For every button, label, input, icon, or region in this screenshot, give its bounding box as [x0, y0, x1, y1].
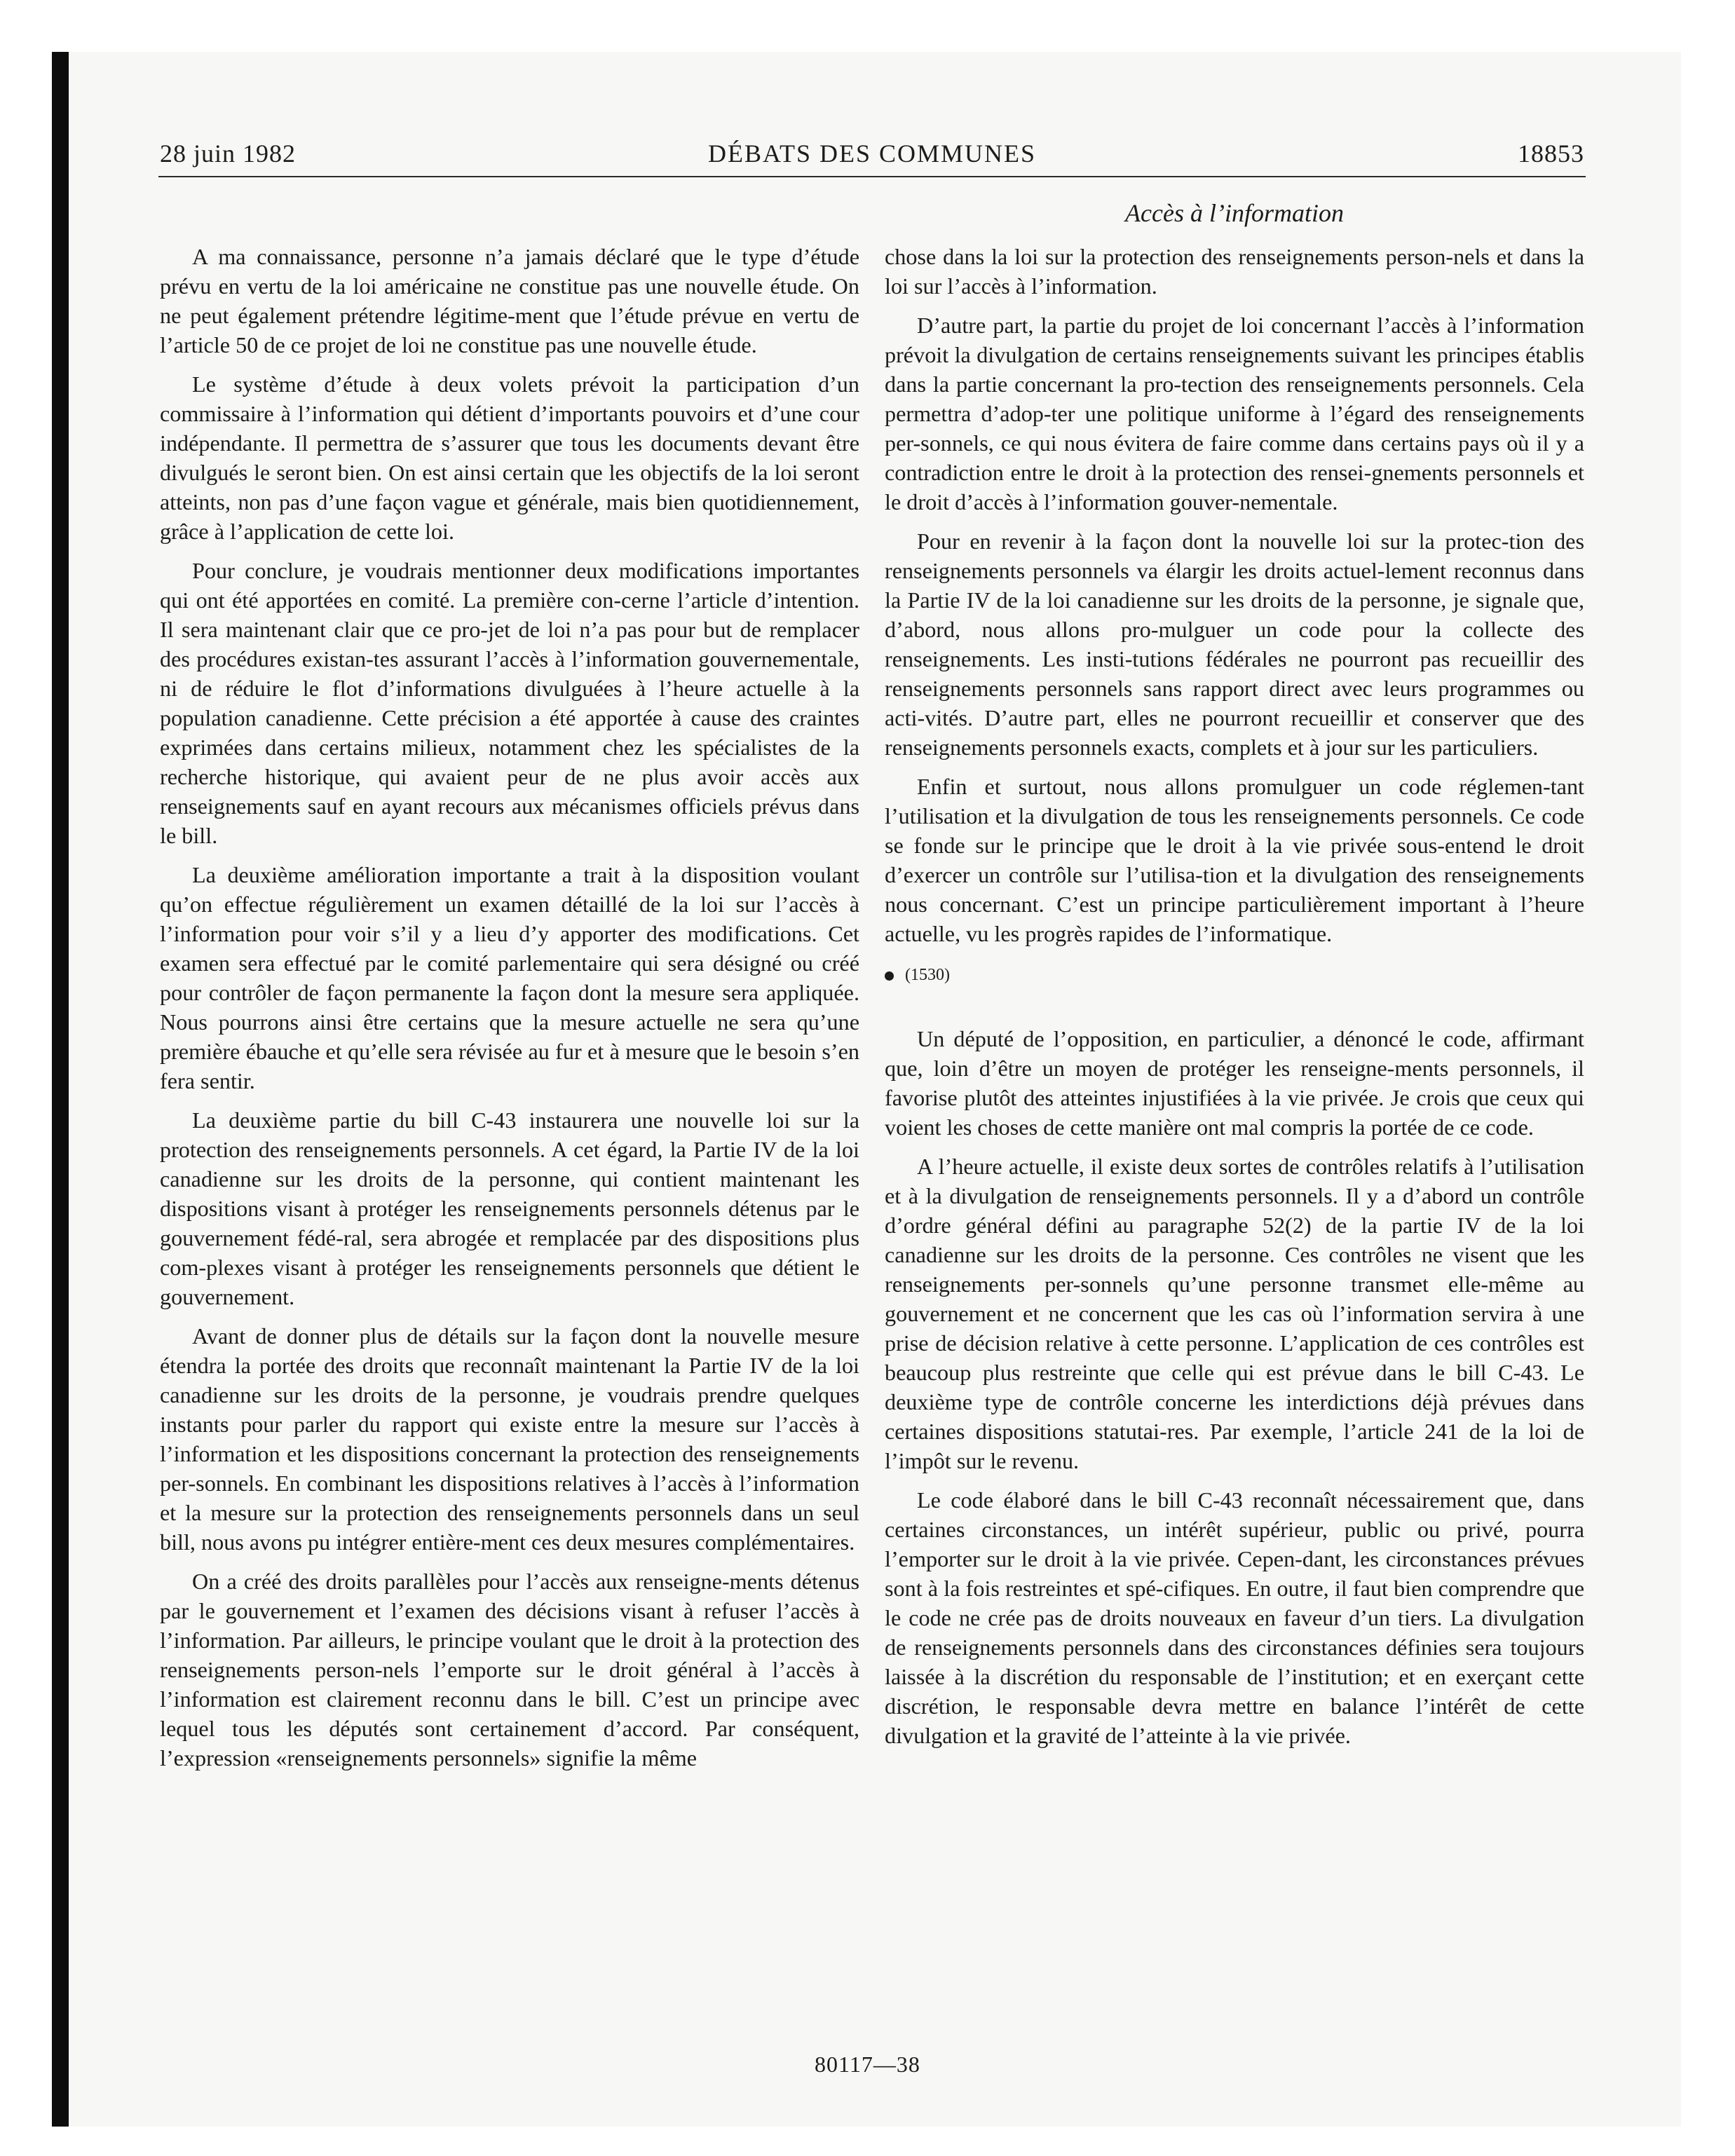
header-date: 28 juin 1982	[160, 139, 297, 168]
section-title: Accès à l’information	[1125, 199, 1344, 227]
paragraph: Un député de l’opposition, en particulier, a dénoncé le code, affirmant que, loin d’être un moyen de protéger les renseigne-ments personnels, il favorise plutôt des atteintes injustifiées à la vie privée. Je crois que ceux qui voient les choses de cette manière ont mal compris la portée de ce code.	[885, 1026, 1584, 1140]
time-marker-label: (1530)	[905, 966, 950, 984]
header-page-number: 18853	[1518, 139, 1584, 168]
paragraph: chose dans la loi sur la protection des renseignements person-nels et dans la loi sur l’accès à l’information.	[885, 244, 1584, 299]
left-column	[160, 242, 859, 1782]
paragraph: La deuxième amélioration importante a trait à la disposition voulant qu’on effectue régulièrement un examen détaillé de la loi sur l’accès à l’information pour voir s’il y a lieu d’y apporter des modifications. Cet examen sera effectué par le comité parlementaire qui sera désigné ou créé pour contrôler de façon permanente la façon dont la mesure sera appliquée. Nous pourrons ainsi être certains que la mesure actuelle ne sera qu’une première ébauche et qu’elle sera révisée au fur et à mesure que le besoin s’en fera sentir.	[160, 862, 859, 1093]
time-marker	[885, 961, 1584, 989]
paragraph: Le système d’étude à deux volets prévoit la participation d’un commissaire à l’information qui détient d’importants pouvoirs et d’une cour indépendante. Il permettra de s’assurer que tous les documents devant être divulgués le seront bien. On est ainsi certain que les objectifs de la loi seront atteints, non pas d’une façon vague et générale, mais bien quotidiennement, grâce à l’application de cette loi.	[160, 371, 859, 544]
paragraph: A ma connaissance, personne n’a jamais déclaré que le type d’étude prévu en vertu de la loi américaine ne constitue pas une nouvelle étude. On ne peut également prétendre légitime-ment que l’étude prévue en vertu de l’article 50 de ce projet de loi ne constitue pas une nouvelle étude.	[160, 244, 859, 357]
page-footer: 80117—38	[815, 2052, 920, 2077]
paragraph: La deuxième partie du bill C-43 instaurera une nouvelle loi sur la protection des renseignements personnels. A cet égard, la Partie IV de la loi canadienne sur les droits de la personne, qui contient maintenant les dispositions visant à protéger les renseignements personnels détenus par le gouvernement fédé-ral, sera abrogée et remplacée par des dispositions plus com-plexes visant à protéger les renseignements personnels que détient le gouvernement.	[160, 1107, 859, 1309]
scan-border	[52, 52, 69, 2127]
paragraph: A l’heure actuelle, il existe deux sortes de contrôles relatifs à l’utilisation et à la divulgation de renseignements personnels. Il y a d’abord un contrôle d’ordre général défini au paragraphe 52(2) de la partie IV de la loi canadienne sur les droits de la personne. Ces contrôles ne visent que les renseignements per-sonnels qu’une personne transmet elle-même au gouvernement et ne concernent que les cas où l’information servira à une prise de décision relative à cette personne. L’application de ces contrôles est beaucoup plus restreinte que celle qui est prévue dans le bill C-43. Le deuxième type de contrôle concerne les interdictions déjà prévues dans certaines dispositions statutai-res. Par exemple, l’article 241 de la loi de l’impôt sur le revenu.	[885, 1154, 1584, 1473]
page-header	[160, 139, 1584, 175]
paragraph: Avant de donner plus de détails sur la façon dont la nouvelle mesure étendra la portée des droits que reconnaît maintenant la Partie IV de la loi canadienne sur les droits de la personne, je voudrais prendre quelques instants pour parler du rapport qui existe entre la mesure sur l’accès à l’information et les dispositions concernant la protection des renseignements per-sonnels. En combinant les dispositions relatives à l’accès à l’information et la mesure sur la protection des renseignements personnels dans un seul bill, nous avons pu intégrer entière-ment ces deux mesures complémentaires.	[160, 1323, 859, 1555]
bullet-dot-icon	[885, 971, 894, 981]
paragraph: Pour conclure, je voudrais mentionner deux modifications importantes qui ont été apportées en comité. La première con-cerne l’article d’intention. Il sera maintenant clair que ce pro-jet de loi n’a pas pour but de remplacer des procédures existan-tes assurant l’accès à l’information gouvernementale, ni de réduire le flot d’informations divulguées à l’heure actuelle à la population canadienne. Cette précision a été apportée à cause des craintes exprimées dans certains milieux, notamment chez les spécialistes de la recherche historique, qui avaient peur de ne plus avoir accès aux renseignements sauf en ayant recours aux mécanismes officiels prévus dans le bill.	[160, 558, 859, 848]
paragraph: D’autre part, la partie du projet de loi concernant l’accès à l’information prévoit la divulgation de certains renseignements suivant les principes établis dans la partie concernant la pro-tection des renseignements personnels. Cela permettra d’adop-ter une politique uniforme à l’égard des renseignements per-sonnels, ce qui nous évitera de faire comme dans certains pays où il y a contradiction entre le droit à la protection des rensei-gnements personnels et le droit d’accès à l’information gouver-nementale.	[885, 313, 1584, 514]
paragraph: Pour en revenir à la façon dont la nouvelle loi sur la protec-tion des renseignements personnels va élargir les droits actuel-lement reconnus dans la Partie IV de la loi canadienne sur les droits de la personne, je signale que, d’abord, nous allons pro-mulguer un code pour la collecte des renseignements. Les insti-tutions fédérales ne pourront pas recueillir des renseignements personnels sans rapport direct avec leurs programmes ou acti-vités. D’autre part, elles ne pourront recueillir et conserver que des renseignements personnels exacts, complets et à jour sur les particuliers.	[885, 528, 1584, 760]
paragraph: Enfin et surtout, nous allons promulguer un code réglemen-tant l’utilisation et la divulgation de tous les renseignements personnels. Ce code se fonde sur le principe que le droit à la vie privée sous-entend le droit d’exercer un contrôle sur l’utilisa-tion et la divulgation des renseignements nous concernant. C’est un principe particulièrement important à l’heure actuelle, vu les progrès rapides de l’informatique.	[885, 774, 1584, 946]
header-title: DÉBATS DES COMMUNES	[707, 139, 1037, 168]
right-column	[885, 242, 1584, 1760]
paragraph: Le code élaboré dans le bill C-43 reconnaît nécessairement que, dans certaines circonstances, un intérêt supérieur, public ou privé, pourra l’emporter sur le droit à la vie privée. Cepen-dant, les circonstances prévues sont à la fois restreintes et spé-cifiques. En outre, il faut bien comprendre que le code ne crée pas de droits nouveaux en faveur d’un tiers. La divulgation de renseignements personnels dans des circonstances définies sera toujours laissée à la discrétion du responsable de l’institution; et en exerçant cette discrétion, le responsable devra mettre en balance l’intérêt de cette divulgation et la gravité de l’atteinte à la vie privée.	[885, 1487, 1584, 1748]
header-rule	[158, 176, 1586, 177]
paragraph: On a créé des droits parallèles pour l’accès aux renseigne-ments détenus par le gouvernement et l’examen des décisions visant à refuser l’accès à l’information. Par ailleurs, le principe voulant que le droit à la protection des renseignements person-nels l’emporte sur le droit général à l’accès à l’information est clairement reconnu dans le bill. C’est un principe avec lequel tous les députés sont certainement d’accord. Par conséquent, l’expression «renseignements personnels» signifie la même	[160, 1569, 859, 1770]
